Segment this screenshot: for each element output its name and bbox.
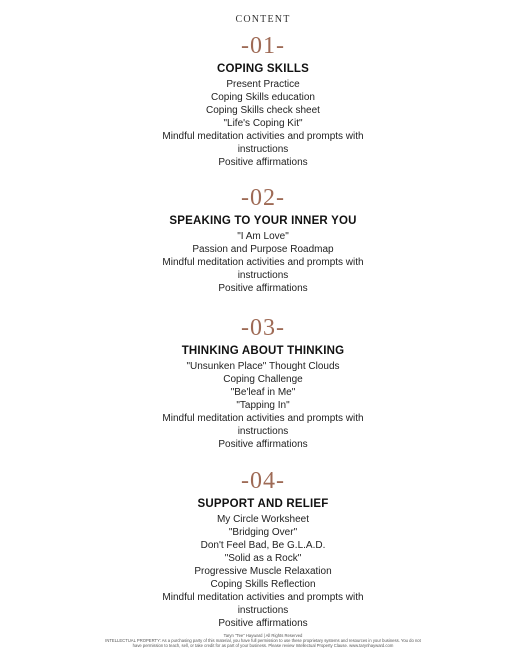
list-item: Don't Feel Bad, Be G.L.A.D. [200, 540, 326, 551]
section-items [0, 78, 526, 169]
list-item: Positive affirmations [218, 618, 308, 629]
section-speaking-to-your-inner-you [0, 186, 526, 295]
list-item: Coping Skills check sheet [206, 105, 320, 116]
list-item: "Bridging Over" [228, 527, 298, 538]
section-items [0, 230, 526, 295]
list-item: "Be'leaf in Me" [230, 387, 296, 398]
list-item: Mindful meditation activities and prompts with instructions [162, 131, 364, 155]
section-items [0, 513, 526, 630]
list-item: Mindful meditation activities and prompts with instructions [162, 413, 364, 437]
list-item: Positive affirmations [218, 157, 308, 168]
footer [0, 633, 526, 648]
page-heading: CONTENT [235, 14, 291, 25]
list-item: Mindful meditation activities and prompts with instructions [162, 592, 364, 616]
footer-ip-notice-cont: have permission to teach, sell, or take credit for as part of your business. Please review Intellectual Property Clause. www.tarynhayward.com [132, 643, 394, 648]
section-number: -04- [241, 468, 285, 494]
list-item: Present Practice [226, 79, 300, 90]
section-title: COPING SKILLS [216, 63, 310, 75]
section-coping-skills [0, 34, 526, 169]
list-item: Coping Challenge [223, 374, 303, 385]
section-title: THINKING ABOUT THINKING [181, 345, 345, 357]
footer-copyright: Taryn "Tee" Hayward | All Rights Reserved [223, 633, 303, 638]
section-support-and-relief [0, 469, 526, 630]
section-number: -02- [241, 185, 285, 211]
list-item: Progressive Muscle Relaxation [194, 566, 332, 577]
list-item: "Tapping In" [236, 400, 290, 411]
list-item: My Circle Worksheet [216, 514, 310, 525]
list-item: Mindful meditation activities and prompts with instructions [162, 257, 364, 281]
list-item: "I Am Love" [237, 231, 289, 242]
section-items [0, 360, 526, 451]
section-number: -01- [241, 33, 285, 59]
footer-ip-notice: INTELLECTUAL PROPERTY: As a purchasing party of this material, you have full permission to use these proprietary systems and resources in your business. You do not [105, 638, 421, 643]
list-item: Positive affirmations [218, 283, 308, 294]
list-item: "Solid as a Rock" [224, 553, 302, 564]
section-title: SPEAKING TO YOUR INNER YOU [169, 215, 357, 227]
list-item: "Unsunken Place" Thought Clouds [186, 361, 340, 372]
section-title: SUPPORT AND RELIEF [197, 498, 329, 510]
section-number: -03- [241, 315, 285, 341]
list-item: Passion and Purpose Roadmap [192, 244, 334, 255]
section-thinking-about-thinking [0, 316, 526, 451]
list-item: Coping Skills education [211, 92, 315, 103]
list-item: "Life's Coping Kit" [223, 118, 303, 129]
list-item: Coping Skills Reflection [210, 579, 316, 590]
list-item: Positive affirmations [218, 439, 308, 450]
